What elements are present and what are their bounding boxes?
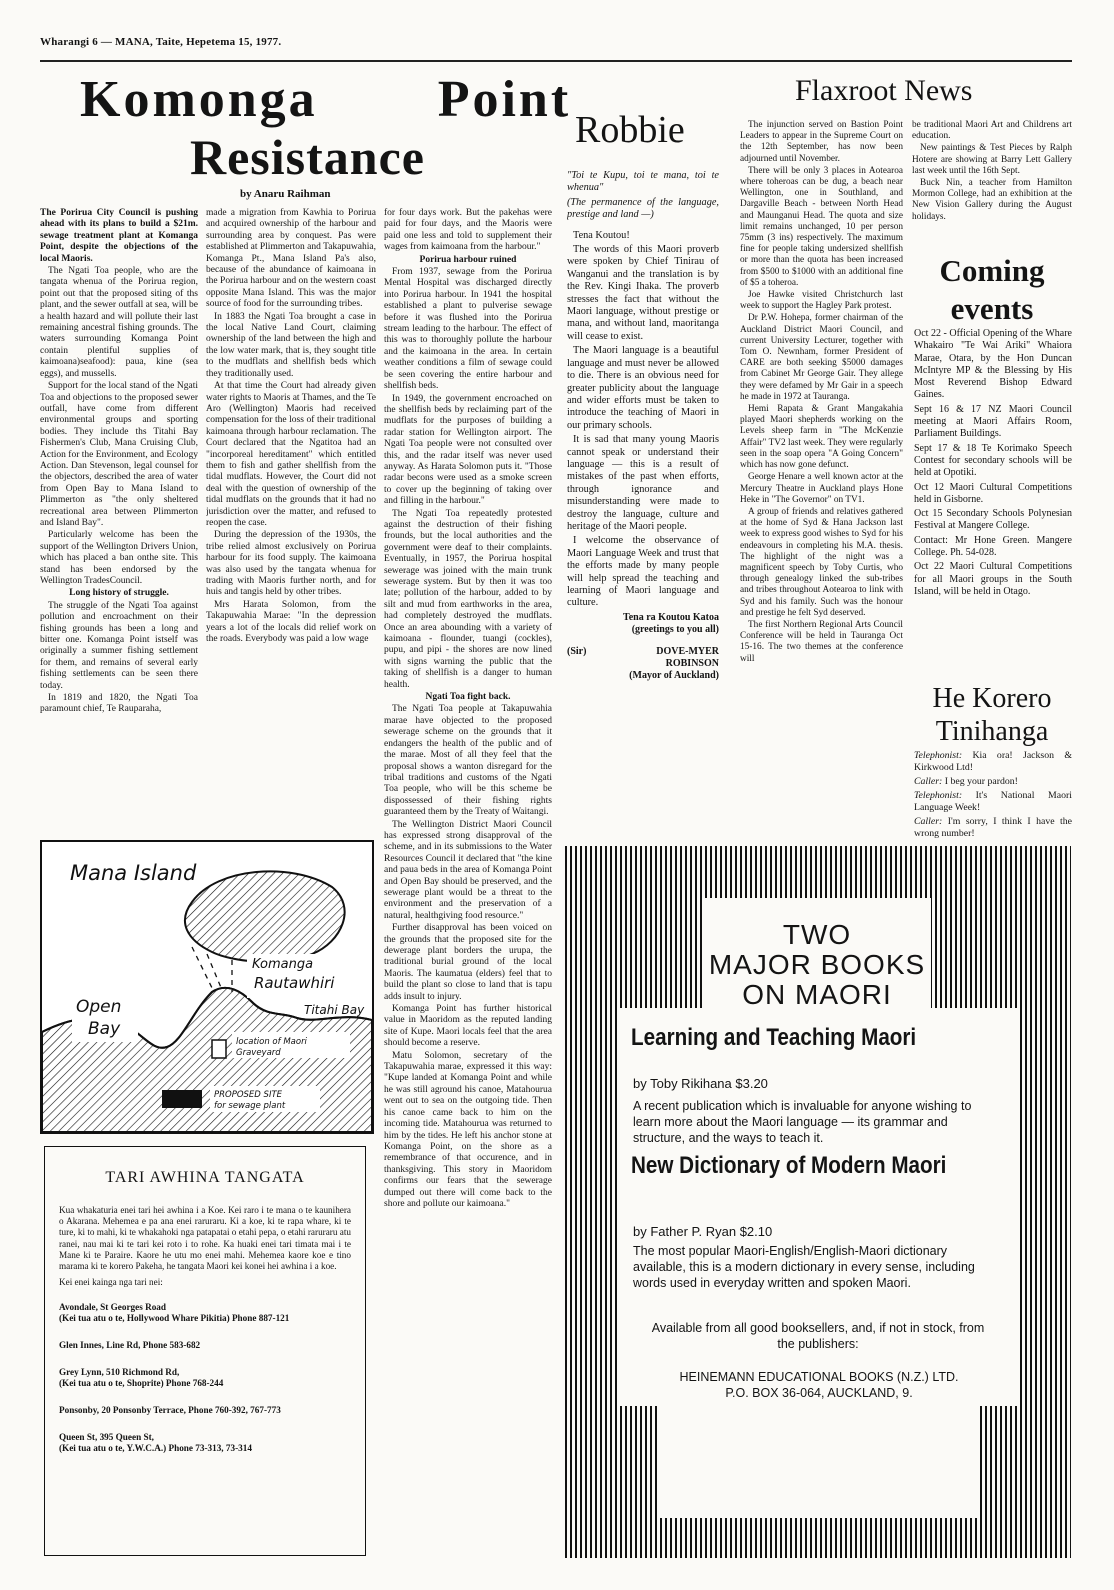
korero-dialogue [914, 750, 1072, 846]
event-item: Sept 16 & 17 NZ Maori Council meeting at Maori Affairs Room, Parliament Buildings. [914, 403, 1072, 440]
map-label-graveyard-1: location of Maori [236, 1037, 307, 1047]
event-item: Oct 15 Secondary Schools Polynesian Festival at Mangere College. [914, 508, 1072, 532]
story-lead: The Porirua City Council is pushing ahead with its plans to build a $21m. sewage treatment plant at Komanga Point, despite the objections of the local Maoris. [40, 208, 198, 264]
story-title-line2: Resistance [190, 129, 425, 185]
story-paragraph: In 1819 and 1820, the Ngati Toa paramount chief, Te Rauparaha, [40, 693, 198, 715]
mana-island-shape [185, 871, 345, 961]
story-column-1 [40, 208, 198, 786]
flaxroot-item: be traditional Maori Art and Childrens art education. [912, 120, 1072, 142]
map-label-open: Open [76, 997, 122, 1017]
byline: by Anaru Raihman [240, 188, 331, 200]
map-label-bay: Bay [88, 1019, 121, 1039]
story-paragraph: Further disapproval has been voiced on the grounds that the proposed site for the dewerage plant borders the urupa, the traditional burial ground of the local Maoris. The kaumatua (elders) feel that to build the plant so close to land that is tapu adds insult to injury. [384, 923, 552, 1002]
title-word-komonga: Komonga [80, 71, 318, 128]
map-label-titahi-bay: Titahi Bay [304, 1003, 365, 1017]
robbie-proverb: "Toi te Kupu, toi te mana, toi te whenua" [567, 170, 719, 194]
story-paragraph: In 1883 the Ngati Toa brought a case in the local Native Land Court, claiming ownership of the land between the high and the low water mark, that is, they sought title to the mudflats and shellfish beds which they traditionally used. [206, 311, 376, 379]
tari-body: Kua whakaturia enei tari hei awhina i a Koe. Kei raro i te mana o te kaunihera o Akarana. Mehemea e pa ana enei raruraru. Ki a koe, ki te rapa whare, ki te ture, ki to mahi, ki te whakahoki nga patapatai o etahi pepa, o etahi raruraru atu ranei, nau mai ki te tari kei roto i to rohe. Ka huaki enei tari timata mai i te Mane ki te Paraire. Kaore he utu mo enei mahi. Mehemea kaore koe e tino marama ki te korero Pakeha, he tangata Maori kei konei hei awhina i a koe. [59, 1205, 351, 1272]
flaxroot-item: The first Northern Regional Arts Council Conference will be held in Tauranga Oct 15-16. The two themes at the conference will [740, 619, 903, 664]
book2-title: New Dictionary of Modern Maori [631, 1152, 947, 1179]
book1-title: Learning and Teaching Maori [631, 1024, 917, 1051]
robbie-proverb-translation: (The permanence of the language, prestige and land —) [567, 196, 719, 221]
map-label-mana-island: Mana Island [70, 861, 197, 885]
flaxroot-item: George Henare a well known actor at the Mercury Theatre in Auckland plays Hone Heke in "The Governor" on TV1. [740, 472, 903, 505]
flaxroot-item: Hemi Rapata & Grant Mangakahia played Maori shepherds working on the Levels sheep farm in "The McKenzie Affair" TV2 last week. They were regularly seen in the soap opera "A Going Concern" which has now gone defunct. [740, 404, 903, 471]
tari-awhina-box [44, 1146, 366, 1556]
story-paragraph: Matu Solomon, secretary of the Takapuwahia marae, expressed it this way: "Kupe landed at Komanga Point and while he was still aground his canoe, Matahourua went out to sea on the outgoing tide. Then his canoe came back to him on the incoming tide. Matahourua was returned to him by the tides. He left his anchor stone at Komanga Point, on the shore as a remembrance of that occurence, and in thanksgiving. This story in Maoridom confirms our fears that the sewerage dumped out there will come back to the shore and pollute our kaimoana." [384, 1050, 552, 1209]
komanga-map [40, 840, 374, 1134]
ad-footer-panel [659, 1406, 977, 1518]
flaxroot-column-2 [912, 120, 1072, 250]
story-title-line1 [80, 70, 571, 129]
map-label-rautawhiri: Rautawhiri [254, 974, 335, 992]
flaxroot-item: Buck Nin, a teacher from Hamilton Mormon College, had an exhibition at the New Vision Gallery during the August holidays. [912, 178, 1072, 222]
event-item: Sept 17 & 18 Te Korimako Speech Contest for secondary schools will be held at Opotiki. [914, 442, 1072, 479]
dialogue-line: Telephonist: Kia ora! Jackson & Kirkwood Ltd! [914, 750, 1072, 773]
map-label-komanga: Komanga [252, 957, 314, 972]
flaxroot-item: New paintings & Test Pieces by Ralph Hotere are showing at Barry Lett Gallery last week until the 16th Sept. [912, 143, 1072, 176]
subhead-long-history: Long history of struggle. [69, 588, 169, 599]
map-label-site-2: for sewage plant [214, 1101, 286, 1111]
graveyard-marker [212, 1040, 226, 1058]
tari-title: TARI AWHINA TANGATA [105, 1169, 305, 1186]
ad-availability: Available from all good booksellers, and, if not in stock, from the publishers: [651, 1321, 985, 1351]
story-paragraph: for four days work. But the pakehas were paid for four days, and the Maoris were paid one less and told to supplement their wages from kaimoana from the harbour." [384, 208, 552, 253]
robbie-column [567, 170, 719, 846]
flaxroot-title: Flaxroot News [795, 74, 973, 107]
ad-headline: TWO MAJOR BOOKS ON MAORI [708, 919, 926, 1010]
book-advertisement [565, 846, 1071, 1558]
map-label-graveyard-2: Graveyard [236, 1048, 281, 1058]
flaxroot-item: Joe Hawke visited Christchurch last week to support the Hagley Park protest. [740, 290, 903, 312]
ad-publisher: HEINEMANN EDUCATIONAL BOOKS (N.Z.) LTD. P.O. BOX 36-064, AUCKLAND, 9. [679, 1370, 959, 1400]
tari-address: Glen Innes, Line Rd, Phone 583-682 [59, 1340, 201, 1351]
story-column-3 [384, 208, 552, 1558]
story-paragraph: made a migration from Kawhia to Porirua and acquired ownership of the harbour and surrounding area by conquest. Pas were established at Plimmerton and Takapuwahia, Komanga Pt., Mana Island Pa's also, because of the abundance of kaimoana in the Porirua harbour and on the western coast opposite Mana Island. This was the major source of food for the surrounding tribes. [206, 208, 376, 310]
event-item: Contact: Mr Hone Green. Mangere College. Ph. 54-028. [914, 534, 1072, 559]
story-paragraph: The Ngati Toa repeatedly protested against the destruction of their fishing frounds, but the local authorities and the government were deaf to their complaints. Eventually, in 1957, the Porirua hospital sewerage was joined with the main trunk sewerage system. But by then it was too late; pollution of the harbour, added to by silt and mud from earthworks in the area, had completely destroyed the mudflats. Once an area abounding with a variety of kaimoana - flounder, tuangi (cockles), pupu, and pipi - the shores are now lined with signs warning the public that the taking of shellfish is a danger to human health. [384, 508, 552, 690]
coming-events-list [914, 328, 1072, 682]
story-paragraph: In 1949, the government encroached on the shellfish beds by reclaiming part of the mudflats for the purposes of building a radar station for Wellington airport. The Ngati Toa people were not consulted over this, and the radar itself was never used anyway. As Harata Solomon puts it. "Those radar becons were used as a smoke screen to cover up the beginning of taking over and filling in the harbour." [384, 393, 552, 507]
robbie-signoff: Tena ra Koutou Katoa (greetings to you all) [622, 611, 719, 635]
story-paragraph: The Wellington District Maori Council has expressed strong disapproval of the scheme, and in its submissions to the Water Resources Council it declared that "the kine and paua beds in the area of Komanga Point and Open Bay should be preserved, and the sewerage plant would be a threat to the environment and the preservation of a natural, healthgiving food resource." [384, 819, 552, 921]
map-drawing [42, 842, 372, 1132]
story-paragraph: From 1937, sewage from the Porirua Mental Hospital was discharged directly into Porirua harbour. In 1941 the hospital established a plant to pulverise sewage before it was flushed into the Porirua stream leading to the harbour. The effect of this was to thoroughly pollute the harbour and the kaimoana in the area. In certain weather conditions a film of sewage could be seen covering the entire harbour and shellfish beds. [384, 267, 552, 392]
book1-byline: by Toby Rikihana $3.20 [633, 1076, 768, 1091]
event-item: Oct 22 - Official Opening of the Whare Whakairo "Te Wai Ariki" Whaiora Marae, Otara, by the Hon Duncan McIntyre MP & the Blessing by His Most Reverend Bishop Edward Gaines. [914, 328, 1072, 401]
tari-address: Queen St, 395 Queen St, (Kei tua atu o te, Y.W.C.A.) Phone 73-313, 73-314 [59, 1432, 252, 1454]
tari-address: Ponsonby, 20 Ponsonby Terrace, Phone 760-392, 767-773 [59, 1405, 281, 1416]
dialogue-line: Caller: I beg your pardon! [914, 776, 1018, 787]
story-paragraph: Komanga Point has further historical value in Maoridom as the reputed landing site of Kupe. Maori locals feel that the area should become a reserve. [384, 1004, 552, 1049]
flaxroot-item: A group of friends and relatives gathered at the home of Syd & Hana Jackson last week to express good wishes to Syd for his endeavours in completing his M.A. thesis. The highlight of the night was a magnificent speech by Toby Curtis, who through genealogy linked the sub-tribes and tribes throughout Aotearoa to link with Syd and his family. Such was the honour and prestige he felt Syd deserved. [740, 506, 903, 618]
coming-events-title: Coming events [939, 253, 1045, 326]
book2-description: The most popular Maori-English/English-Maori dictionary available, this is a modern dictionary in every sense, including words used in everyday written and spoken Maori. [633, 1244, 975, 1290]
header-rule [40, 60, 1072, 62]
robbie-paragraph: It is sad that many young Maoris cannot speak or understand their language — this is a result of mistakes of the past when efforts, through ignorance and misunderstanding were made to destroy the language, culture and heritage of the Maori people. [567, 434, 719, 532]
story-paragraph: At that time the Court had already given water rights to Maoris at Thames, and the Te Aro (Wellington) Maoris had received compensation for the loss of their traditional kaimoana through harbour reclamation. The Court declared that the Ngatitoa had an "incorporeal hereditament" which entitled them to fish and gather shellfish from the tidal mudflats. However, the Court did not deal with the question of ownership of the tidal mudflats on the grounds that it had no jurisdiction over the matter, and refused to reopen the case. [206, 381, 376, 528]
robbie-signature: (Sir) DOVE-MYER ROBINSON (Mayor of Auckland) [567, 645, 719, 681]
robbie-paragraph: The words of this Maori proverb were spoken by Chief Tinirau of Wanganui and the translation is by the Rev. Kingi Ihaka. The proverb stresses the fact that without the Maori language, without prestige or mana, and without land, maoritanga will cease to exist. [567, 244, 719, 342]
subhead-fight-back: Ngati Toa fight back. [425, 692, 511, 703]
story-column-2 [206, 208, 376, 786]
story-paragraph: The Ngati Toa people at Takapuwahia marae have objected to the proposed sewerage scheme on the grounds that it endangers the health of the public and of the marae. Most of all they feel that the proposal shows a wanton disregard for the tribal traditions and customs of the Ngati Toa people, who will be this scheme be dispossessed of their fishing rights guaranteed them by the Treaty of Waitangi. [384, 704, 552, 818]
flaxroot-item: Dr P.W. Hohepa, former chairman of the Auckland District Maori Council, and current University Lecturer, together with Tom O. Newnham, former President of CARE are both seeking $5000 damages from Cabinet Mr George Gair. They allege they were defamed by Mr Gair in a speech he made in 1972 at Tauranga. [740, 313, 903, 402]
dialogue-line: Telephonist: It's National Maori Language Week! [914, 790, 1072, 813]
story-paragraph: Mrs Harata Solomon, from the Takapuwahia Marae: "In the depression years a lot of the locals did relief work on the roads. Everybody was paid a low wage [206, 599, 376, 645]
story-paragraph: The struggle of the Ngati Toa against pollution and encroachment on their fishing grounds has been a long and bitter one. Komanga Point istself was originally a summer fishing settlement for them, and remains of several early fishing settlements can be seen there today. [40, 600, 198, 691]
tari-address: Avondale, St Georges Road (Kei tua atu o te, Hollywood Whare Pikitia) Phone 887-121 [59, 1302, 290, 1324]
korero-title: He Korero Tinihanga [932, 683, 1052, 747]
flaxroot-item: There will be only 3 places in Aotearoa where toheroas can be dug, a beach near Wellington, one in Southland, and Dargaville Beach - between North Head and Maunganui Head. The quota and size limit remains unchanged, 10 per person 75mm (3 ins) respectively. The maximum fine for people taking undersized shellfish or more than the quota has been increased from $500 to $1000 with an additional fine of $5 a toheroa. [740, 165, 903, 288]
robbie-title: Robbie [575, 109, 685, 151]
book1-description: A recent publication which is invaluable for anyone wishing to learn more about the Maori language — its grammar and structure, and the ways to teach it. [633, 1099, 972, 1145]
flaxroot-item: The injunction served on Bastion Point Leaders to appear in the Supreme Court on the 12th September, has now been adjourned until November. [740, 120, 903, 164]
story-paragraph: During the depression of the 1930s, the tribe relied almost exclusively on Porirua harbour for its food supply. The kaimoana was also used by the tangata whenua for trading with Maoris further north, and for huis and tangis held by other tribes. [206, 530, 376, 598]
story-paragraph: Support for the local stand of the Ngati Toa and objections to the proposed sewer outfall, have come from different environmental groups and sporting bodies. They include ths Titahi Bay Fishermen's Club, Mana Cruising Club, Action for the Environment, and Ecology Action. Dan Stevenson, legal counsel for the objectors, described the area of water from Open Bay to Mana Island to Plimmerton as "the only sheltered recreational area between Plimmerton and Island Bay". [40, 381, 198, 528]
book2-byline: by Father P. Ryan $2.10 [633, 1224, 773, 1239]
tari-address: Grey Lynn, 510 Richmond Rd, (Kei tua atu o te, Shoprite) Phone 768-244 [59, 1367, 224, 1389]
story-paragraph: Particularly welcome has been the support of the Wellington Drivers Union, which has placed a ban onthe site. This stand has been endorsed by the Wellington TradesCouncil. [40, 530, 198, 586]
flaxroot-column-1 [740, 120, 903, 840]
robbie-paragraph: I welcome the observance of Maori Language Week and trust that the efforts made by many people will help spread the teaching and learning of Maori language and culture. [567, 535, 719, 609]
event-item: Oct 22 Maori Cultural Competitions for all Maori groups in the South Island, will be held in Otago. [914, 561, 1072, 597]
tari-intro: Kei enei kainga nga tari nei: [59, 1277, 163, 1288]
running-head: Wharangi 6 — MANA, Taite, Hepetema 15, 1977. [40, 36, 282, 48]
robbie-greeting: Tena Koutou! [573, 229, 630, 241]
dialogue-line: Caller: I'm sorry, I think I have the wrong number! [914, 816, 1072, 839]
title-word-point: Point [437, 71, 572, 128]
story-paragraph: The Ngati Toa people, who are the tangata whenua of the Porirua region, point out that the proposed siting of ths plant, and the sewer outfall at sea, will be a health hazard and will pollute their last remaining ancestral fishing grounds. The waters surrounding Komanga Point contain plentiful supplies of kaimoana)seafood): paua, kine (sea eggs), and mussells. [40, 266, 198, 379]
map-label-site-1: PROPOSED SITE [214, 1090, 283, 1100]
event-item: Oct 12 Maori Cultural Competitions held in Gisborne. [914, 481, 1072, 505]
subhead-harbour-ruined: Porirua harbour ruined [419, 254, 517, 265]
robbie-paragraph: The Maori language is a beautiful language and must never be allowed to die. There is an obvious need for greater publicity about the language and wider efforts must be taken to introduce the teaching of Maori in our primary schools. [567, 345, 719, 431]
proposed-site-marker [162, 1090, 202, 1108]
